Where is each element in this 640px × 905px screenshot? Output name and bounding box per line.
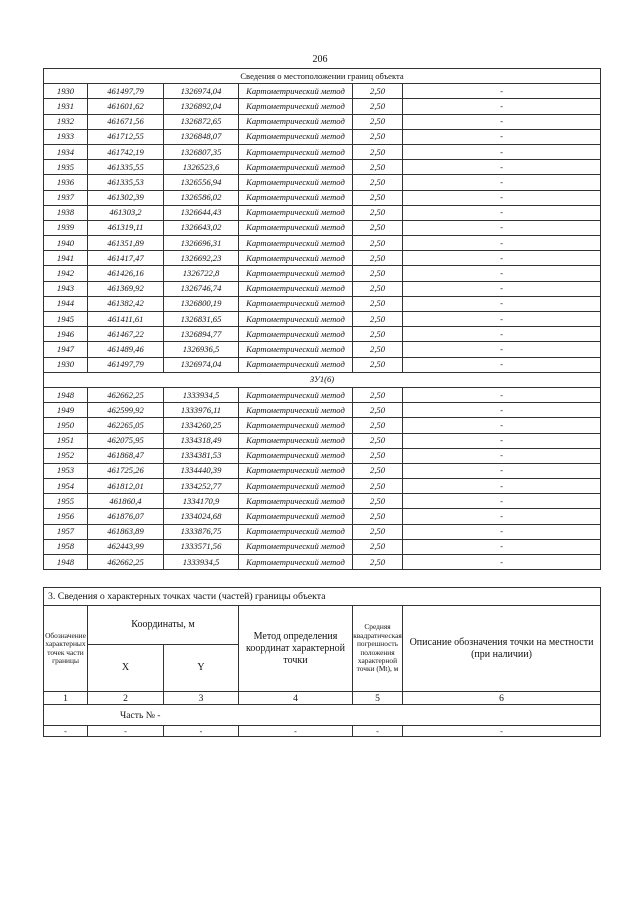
coord-y: 1333976,11 [164,403,239,418]
point-number: 1943 [44,281,88,296]
method: Картометрический метод [239,236,353,251]
table-row [44,403,601,418]
point-number: 1931 [44,99,88,114]
table-row [44,266,601,281]
coord-x: 461812,01 [88,479,164,494]
coord-x: 461868,47 [88,448,164,463]
empty-data-row [44,726,601,737]
column-number: 4 [239,692,353,705]
table-row [44,220,601,235]
column-number: 6 [403,692,601,705]
coord-y: 1333876,75 [164,524,239,539]
coord-x: 462443,99 [88,539,164,554]
table-row [44,190,601,205]
coord-y: 1334260,25 [164,418,239,433]
section-header-row [44,69,601,84]
coord-x: 461601,62 [88,99,164,114]
point-number: 1952 [44,448,88,463]
method-header: Метод определения координат характерной точки [239,606,353,692]
point-number: 1934 [44,144,88,159]
coord-y: 1326644,43 [164,205,239,220]
accuracy: 2,50 [353,160,403,175]
coord-x: 461302,39 [88,190,164,205]
coord-x: 461369,92 [88,281,164,296]
method: Картометрический метод [239,357,353,372]
method: Картометрический метод [239,433,353,448]
table-row [44,175,601,190]
coord-x: 461860,4 [88,494,164,509]
description: - [403,403,601,418]
accuracy: 2,50 [353,266,403,281]
empty-cell: - [239,726,353,737]
coord-y: 1326872,65 [164,114,239,129]
coords-header: Координаты, м [88,606,239,645]
table-row [44,524,601,539]
boundary-coordinates-table [43,68,601,570]
empty-cell: - [353,726,403,737]
coord-x: 462662,25 [88,555,164,570]
coord-y: 1326643,02 [164,220,239,235]
table-row [44,144,601,159]
table-row [44,357,601,372]
table-row [44,296,601,311]
column-number: 5 [353,692,403,705]
description: - [403,539,601,554]
accuracy: 2,50 [353,357,403,372]
coord-y: 1326974,04 [164,357,239,372]
point-number: 1932 [44,114,88,129]
table-row [44,555,601,570]
method: Картометрический метод [239,129,353,144]
method: Картометрический метод [239,403,353,418]
empty-cell: - [44,726,88,737]
method: Картометрический метод [239,327,353,342]
accuracy: 2,50 [353,129,403,144]
accuracy: 2,50 [353,555,403,570]
method: Картометрический метод [239,266,353,281]
method: Картометрический метод [239,387,353,402]
description: - [403,281,601,296]
description: - [403,175,601,190]
coord-y: 1326586,02 [164,190,239,205]
accuracy: 2,50 [353,479,403,494]
table-row [44,281,601,296]
coord-y: 1326800,19 [164,296,239,311]
table-row [44,129,601,144]
table-row [44,205,601,220]
description: - [403,494,601,509]
coord-y: 1333571,56 [164,539,239,554]
coord-x: 461411,61 [88,312,164,327]
point-number: 1930 [44,84,88,99]
accuracy: 2,50 [353,205,403,220]
point-number: 1949 [44,403,88,418]
point-number: 1937 [44,190,88,205]
accuracy: 2,50 [353,114,403,129]
coord-y: 1326936,5 [164,342,239,357]
point-number: 1947 [44,342,88,357]
description: - [403,509,601,524]
table-row [44,342,601,357]
method: Картометрический метод [239,205,353,220]
description: - [403,236,601,251]
point-number: 1946 [44,327,88,342]
description: - [403,190,601,205]
coord-y: 1334170,9 [164,494,239,509]
accuracy: 2,50 [353,524,403,539]
coord-x: 461382,42 [88,296,164,311]
coord-x: 462662,25 [88,387,164,402]
method: Картометрический метод [239,479,353,494]
method: Картометрический метод [239,144,353,159]
subheader-row [44,372,601,387]
accuracy: 2,50 [353,433,403,448]
description: - [403,524,601,539]
coord-y: 1326807,35 [164,144,239,159]
method: Картометрический метод [239,84,353,99]
description: - [403,129,601,144]
coord-y: 1326831,65 [164,312,239,327]
table-row [44,539,601,554]
empty-cell: - [403,726,601,737]
method: Картометрический метод [239,220,353,235]
accuracy: 2,50 [353,448,403,463]
accuracy: 2,50 [353,312,403,327]
coord-y: 1333934,5 [164,387,239,402]
accuracy-header: Средняя квадратическая погрешность положения характерной точки (Mt), м [353,606,403,692]
description: - [403,433,601,448]
coord-x: 461863,89 [88,524,164,539]
point-number: 1941 [44,251,88,266]
empty-cell: - [164,726,239,737]
accuracy: 2,50 [353,296,403,311]
accuracy: 2,50 [353,99,403,114]
accuracy: 2,50 [353,539,403,554]
table-row [44,114,601,129]
method: Картометрический метод [239,190,353,205]
accuracy: 2,50 [353,220,403,235]
method: Картометрический метод [239,418,353,433]
coord-y: 1326848,07 [164,129,239,144]
accuracy: 2,50 [353,236,403,251]
description: - [403,387,601,402]
coord-x: 461351,89 [88,236,164,251]
description: - [403,99,601,114]
table-row [44,494,601,509]
accuracy: 2,50 [353,84,403,99]
method: Картометрический метод [239,448,353,463]
description: - [403,84,601,99]
accuracy: 2,50 [353,175,403,190]
description: - [403,327,601,342]
coord-y: 1326556,94 [164,175,239,190]
description: - [403,357,601,372]
description: - [403,312,601,327]
column-number: 3 [164,692,239,705]
coord-y: 1326974,04 [164,84,239,99]
method: Картометрический метод [239,463,353,478]
coord-x: 461725,26 [88,463,164,478]
coord-y: 1334252,77 [164,479,239,494]
description: - [403,463,601,478]
point-number: 1951 [44,433,88,448]
coord-x: 462265,05 [88,418,164,433]
empty-cell: - [88,726,164,737]
table-row [44,463,601,478]
section-header: Сведения о местоположении границ объекта [44,69,601,84]
coord-y: 1334440,39 [164,463,239,478]
point-number: 1950 [44,418,88,433]
coord-y: 1326722,8 [164,266,239,281]
accuracy: 2,50 [353,463,403,478]
coord-y: 1334318,49 [164,433,239,448]
method: Картометрический метод [239,296,353,311]
coord-x: 461467,22 [88,327,164,342]
table-row [44,387,601,402]
point-number: 1956 [44,509,88,524]
coord-x: 461417,47 [88,251,164,266]
part-header-row-1 [44,606,601,645]
coord-y: 1326696,31 [164,236,239,251]
part-label: Часть № - [44,705,601,726]
table-row [44,448,601,463]
table-row [44,84,601,99]
description: - [403,479,601,494]
description: - [403,144,601,159]
description: - [403,296,601,311]
coord-y: 1326523,6 [164,160,239,175]
y-header: Y [164,645,239,692]
point-number: 1958 [44,539,88,554]
point-number: 1942 [44,266,88,281]
method: Картометрический метод [239,312,353,327]
section3-title: 3. Сведения о характерных точках части (частей) границы объекта [44,588,601,606]
column-number: 1 [44,692,88,705]
coord-y: 1326892,04 [164,99,239,114]
subheader: ЗУ1(6) [44,372,601,387]
point-number: 1936 [44,175,88,190]
accuracy: 2,50 [353,281,403,296]
accuracy: 2,50 [353,342,403,357]
coord-x: 461335,53 [88,175,164,190]
point-number: 1948 [44,387,88,402]
description: - [403,448,601,463]
point-number: 1938 [44,205,88,220]
method: Картометрический метод [239,281,353,296]
description: - [403,160,601,175]
accuracy: 2,50 [353,494,403,509]
point-number: 1953 [44,463,88,478]
part-points-table [43,587,601,737]
table-row [44,251,601,266]
table-row [44,236,601,251]
column-number: 2 [88,692,164,705]
point-number: 1944 [44,296,88,311]
description: - [403,220,601,235]
coord-y: 1326746,74 [164,281,239,296]
coord-x: 461303,2 [88,205,164,220]
coord-x: 461712,55 [88,129,164,144]
section3-title-row [44,588,601,606]
point-number: 1948 [44,555,88,570]
coord-y: 1334381,53 [164,448,239,463]
coord-x: 461497,79 [88,84,164,99]
page-number: 206 [312,54,328,65]
point-number: 1940 [44,236,88,251]
description: - [403,342,601,357]
method: Картометрический метод [239,524,353,539]
table-row [44,312,601,327]
coord-x: 461876,07 [88,509,164,524]
table-row [44,479,601,494]
part-label-row [44,705,601,726]
coord-x: 462599,92 [88,403,164,418]
table-row [44,418,601,433]
accuracy: 2,50 [353,251,403,266]
accuracy: 2,50 [353,418,403,433]
description: - [403,418,601,433]
coord-y: 1334024,68 [164,509,239,524]
col1-header: Обозначение характерных точек части границы [44,606,88,692]
method: Картометрический метод [239,539,353,554]
coord-x: 462075,95 [88,433,164,448]
accuracy: 2,50 [353,144,403,159]
coord-y: 1326692,23 [164,251,239,266]
method: Картометрический метод [239,251,353,266]
description: - [403,266,601,281]
description: - [403,205,601,220]
coord-y: 1333934,5 [164,555,239,570]
point-number: 1930 [44,357,88,372]
table-row [44,433,601,448]
method: Картометрический метод [239,494,353,509]
table-row [44,327,601,342]
accuracy: 2,50 [353,403,403,418]
column-numbers-row [44,692,601,705]
coord-x: 461426,16 [88,266,164,281]
point-number: 1945 [44,312,88,327]
point-number: 1939 [44,220,88,235]
table-row [44,160,601,175]
accuracy: 2,50 [353,190,403,205]
coord-x: 461489,46 [88,342,164,357]
method: Картометрический метод [239,555,353,570]
accuracy: 2,50 [353,509,403,524]
coord-x: 461497,79 [88,357,164,372]
point-number: 1935 [44,160,88,175]
coord-x: 461319,11 [88,220,164,235]
coord-x: 461742,19 [88,144,164,159]
method: Картометрический метод [239,160,353,175]
point-number: 1933 [44,129,88,144]
coord-x: 461671,56 [88,114,164,129]
method: Картометрический метод [239,509,353,524]
accuracy: 2,50 [353,387,403,402]
description: - [403,251,601,266]
x-header: X [88,645,164,692]
point-number: 1957 [44,524,88,539]
description: - [403,114,601,129]
description: - [403,555,601,570]
method: Картометрический метод [239,175,353,190]
table-row [44,509,601,524]
point-number: 1954 [44,479,88,494]
accuracy: 2,50 [353,327,403,342]
point-number: 1955 [44,494,88,509]
method: Картометрический метод [239,114,353,129]
table-row [44,99,601,114]
method: Картометрический метод [239,99,353,114]
coord-x: 461335,55 [88,160,164,175]
coord-y: 1326894,77 [164,327,239,342]
description-header: Описание обозначения точки на местности (при наличии) [403,606,601,692]
method: Картометрический метод [239,342,353,357]
